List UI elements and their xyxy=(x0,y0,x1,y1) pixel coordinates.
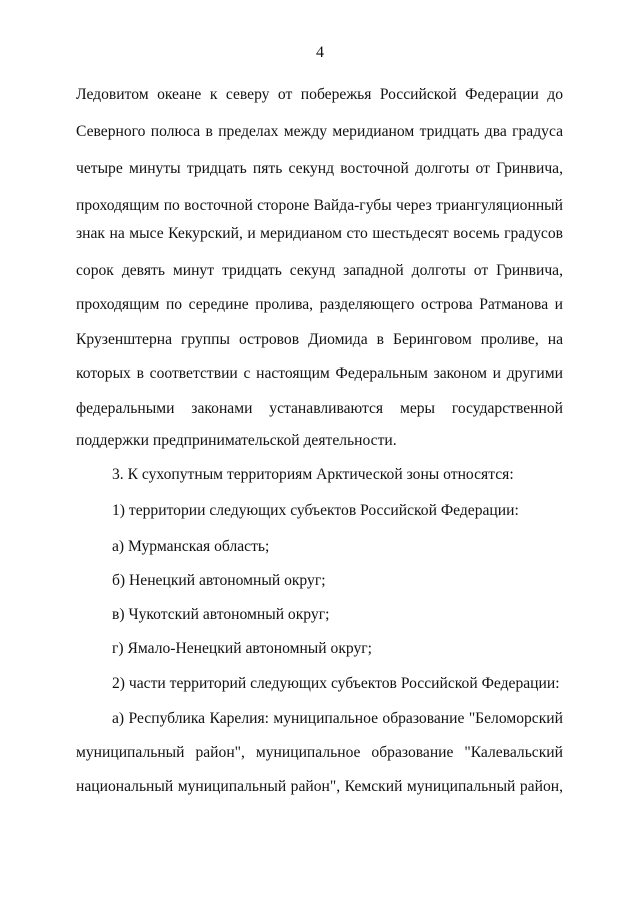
text-line: которых в соответствии с настоящим Федеральным законом и другими xyxy=(76,365,563,382)
text-line: проходящим по восточной стороне Вайда-губы через триангуляционный xyxy=(76,197,563,214)
page-number: 4 xyxy=(316,44,324,61)
list-item: б) Ненецкий автономный округ; xyxy=(112,572,326,589)
text-line: знак на мысе Кекурский, и меридианом сто шестьдесят восемь градусов xyxy=(76,225,563,242)
text-line: Северного полюса в пределах между меридианом тридцать два градуса xyxy=(76,123,563,140)
text-line: Ледовитом океане к северу от побережья Российской Федерации до xyxy=(76,86,563,103)
text-line: муниципальный район", муниципальное образование "Калевальский xyxy=(76,744,563,761)
text-line: а) Республика Карелия: муниципальное образование "Беломорский xyxy=(112,710,563,727)
section-heading: 3. К сухопутным территориям Арктической зоны относятся: xyxy=(112,466,514,483)
text-line: проходящим по середине пролива, разделяющего острова Ратманова и xyxy=(76,296,563,313)
text-line: национальный муниципальный район", Кемский муниципальный район, xyxy=(76,778,563,795)
list-item: 2) части территорий следующих субъектов Российской Федерации: xyxy=(112,675,560,692)
list-item: 1) территории следующих субъектов Российской Федерации: xyxy=(112,502,519,519)
text-line: Крузенштерна группы островов Диомида в Беринговом проливе, на xyxy=(76,331,563,348)
text-line: четыре минуты тридцать пять секунд восточной долготы от Гринвича, xyxy=(76,160,563,177)
text-line: поддержки предпринимательской деятельности. xyxy=(76,432,397,449)
list-item: в) Чукотский автономный округ; xyxy=(112,606,330,623)
text-line: сорок девять минут тридцать секунд западной долготы от Гринвича, xyxy=(76,262,563,279)
list-item: г) Ямало-Ненецкий автономный округ; xyxy=(112,640,373,657)
text-line: федеральными законами устанавливаются меры государственной xyxy=(76,400,563,417)
list-item: а) Мурманская область; xyxy=(112,538,270,555)
